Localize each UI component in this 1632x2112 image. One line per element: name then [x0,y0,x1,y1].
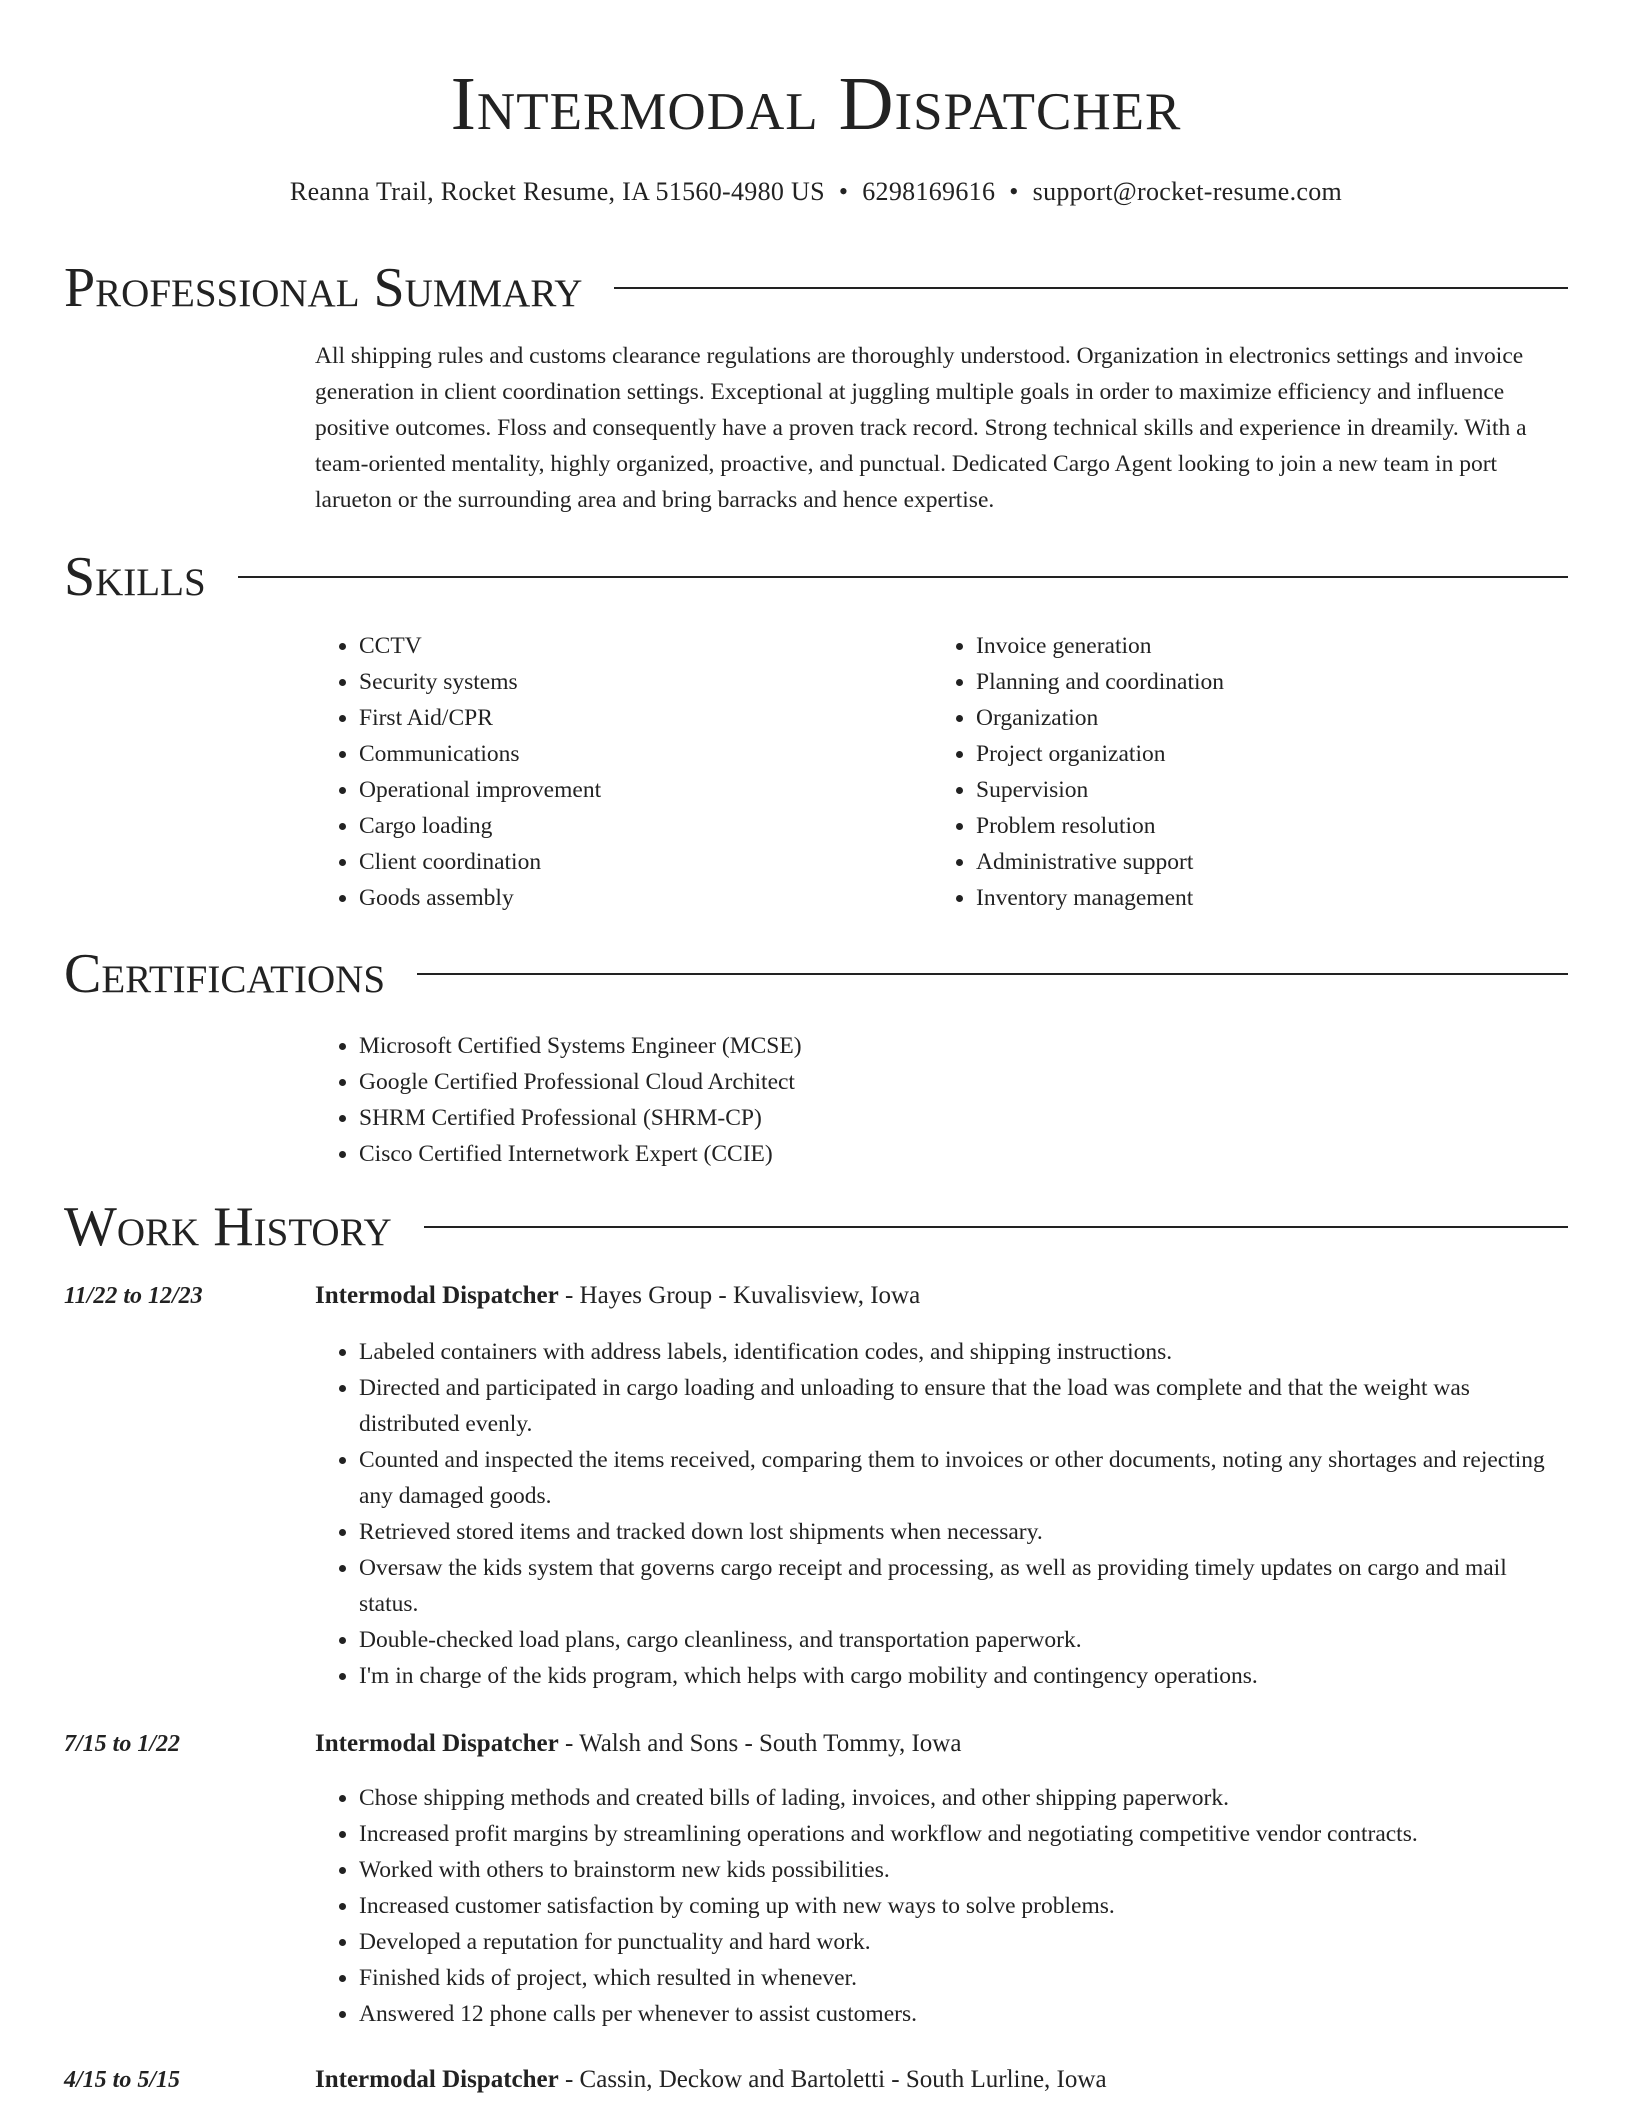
job-title: Intermodal Dispatcher [315,1282,559,1309]
skill-item: • Inventory management [976,880,1532,916]
job-bullet: • Oversaw the kids system that governs cargo receipt and processing, as well as providing timely updates on cargo and mail status. [359,1550,1570,1622]
job-dates: 7/15 to 1/22 [64,1731,181,1757]
skill-item: • Communications [359,736,915,772]
certification-item: • Cisco Certified Internetwork Expert (CCIE) [359,1136,1315,1172]
contact-phone: 6298169616 [862,177,996,206]
job-bullet: • Chose shipping methods and created bills of lading, invoices, and other shipping paperwork. [359,1780,1570,1816]
skill-item: • First Aid/CPR [359,700,915,736]
skills-column-right [932,628,1532,916]
job-bullet: • Directed and participated in cargo loading and unloading to ensure that the load was complete and that the weight was distributed evenly. [359,1370,1570,1442]
resume-name: Intermodal Dispatcher [450,62,1182,146]
skill-item: • Goods assembly [359,880,915,916]
contact-line [0,176,1632,208]
job-bullet-list [315,1334,1570,1694]
contact-address: Reanna Trail, Rocket Resume, IA 51560-4980 US [289,177,825,206]
section-divider [238,576,1568,578]
job-company: - Hayes Group - Kuvalisview, Iowa [564,1282,921,1309]
skill-item: • Administrative support [976,844,1532,880]
job-title: Intermodal Dispatcher [315,1730,559,1757]
skill-item: • Security systems [359,664,915,700]
skills-heading: Skills [64,546,206,608]
skill-item: • Planning and coordination [976,664,1532,700]
work-history-heading: Work History [64,1196,392,1258]
section-divider [417,973,1568,975]
skill-item: • Supervision [976,772,1532,808]
job-company: - Cassin, Deckow and Bartoletti - South Lurline, Iowa [564,2066,1107,2093]
skill-item: • Project organization [976,736,1532,772]
certifications-section-header [64,942,1568,1006]
job-bullet: • Developed a reputation for punctuality and hard work. [359,1924,1570,1960]
skills-column-left [315,628,915,916]
skill-item: • Client coordination [359,844,915,880]
certification-item: • Google Certified Professional Cloud Architect [359,1064,1315,1100]
job-bullet: • Labeled containers with address labels, identification codes, and shipping instructions. [359,1334,1570,1370]
job-bullet: • Counted and inspected the items received, comparing them to invoices or other documents, noting any shortages and rejecting any damaged goods. [359,1442,1570,1514]
job-bullet: • Increased customer satisfaction by coming up with new ways to solve problems. [359,1888,1570,1924]
skill-item: • Organization [976,700,1532,736]
certification-item: • Microsoft Certified Systems Engineer (MCSE) [359,1028,1315,1064]
skills-section-header [64,545,1568,609]
summary-section-header [64,256,1568,320]
job-dates: 4/15 to 5/15 [64,2067,181,2093]
contact-email: support@rocket-resume.com [1032,177,1343,206]
job-title-line [315,2064,1107,2096]
skill-item: • CCTV [359,628,915,664]
contact-separator: • [1009,177,1019,206]
work-history-section-header [64,1195,1568,1259]
job-title: Intermodal Dispatcher [315,2066,559,2093]
job-bullet: • Double-checked load plans, cargo cleanliness, and transportation paperwork. [359,1622,1570,1658]
job-bullet: • Worked with others to brainstorm new kids possibilities. [359,1852,1570,1888]
job-bullet: • Increased profit margins by streamlining operations and workflow and negotiating competitive vendor contracts. [359,1816,1570,1852]
summary-heading: Professional Summary [64,257,583,319]
job-title-line [315,1728,961,1760]
job-bullet-list [315,1780,1570,2032]
contact-separator: • [838,177,849,206]
job-bullet: • Answered 12 phone calls per whenever to assist customers. [359,1996,1570,2032]
job-bullet: • Retrieved stored items and tracked down lost shipments when necessary. [359,1514,1570,1550]
section-divider [424,1226,1568,1228]
skill-item: • Problem resolution [976,808,1532,844]
section-divider [614,287,1568,289]
skill-item: • Cargo loading [359,808,915,844]
summary-text: All shipping rules and customs clearance regulations are thoroughly understood. Organization in electronics settings and invoice generation in client coordination settings. Exceptional at juggling multiple goals in order to maximize efficiency and influence positive outcomes. Floss and consequently have a proven track record. Strong technical skills and experience in dreamily. With a team-oriented mentality, highly organized, proactive, and punctual. Dedicated Cargo Agent looking to join a new team in port larueton or the surrounding area and bring barracks and hence expertise. [315,343,1527,513]
job-dates: 11/22 to 12/23 [64,1283,203,1309]
job-company: - Walsh and Sons - South Tommy, Iowa [564,1730,962,1757]
certifications-list [315,1028,1315,1172]
skill-item: • Operational improvement [359,772,915,808]
certification-item: • SHRM Certified Professional (SHRM-CP) [359,1100,1315,1136]
job-bullet: • I'm in charge of the kids program, which helps with cargo mobility and contingency operations. [359,1658,1570,1694]
skill-item: • Invoice generation [976,628,1532,664]
certifications-heading: Certifications [64,943,386,1005]
job-title-line [315,1280,920,1312]
job-bullet: • Finished kids of project, which resulted in whenever. [359,1960,1570,1996]
